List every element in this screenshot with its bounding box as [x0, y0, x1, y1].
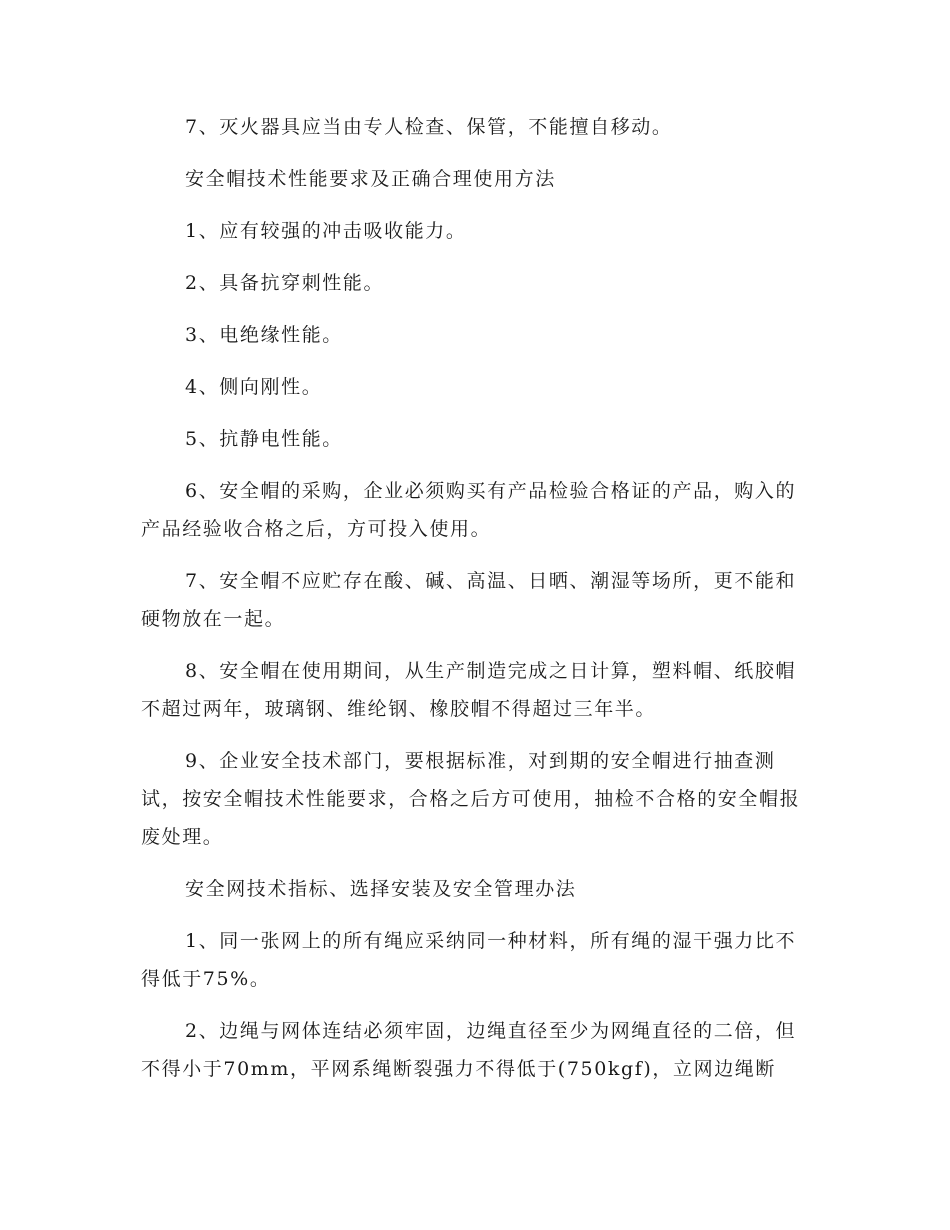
paragraph-helmet-1: 1、应有较强的冲击吸收能力。	[185, 220, 467, 242]
paragraph-net-2: 2、边绳与网体连结必须牢固，边绳直径至少为网绳直径的二倍，但不得小于70mm，平网系绳断裂强力不得低于(750kgf)，立网边绳断	[141, 1020, 797, 1080]
paragraph-helmet-3: 3、电绝缘性能。	[185, 324, 343, 346]
paragraph-helmet-7: 7、安全帽不应贮存在酸、碱、高温、日晒、潮湿等场所，更不能和硬物放在一起。	[141, 570, 797, 630]
paragraph-helmet-8: 8、安全帽在使用期间，从生产制造完成之日计算，塑料帽、纸胶帽不超过两年，玻璃钢、维纶钢、橡胶帽不得超过三年半。	[141, 660, 797, 720]
paragraph-net-1: 1、同一张网上的所有绳应采纳同一种材料，所有绳的湿干强力比不得低于75%。	[141, 930, 797, 990]
paragraph-helmet-4: 4、侧向刚性。	[185, 376, 323, 398]
heading-safety-net: 安全网技术指标、选择安装及安全管理办法	[185, 878, 577, 900]
heading-helmet-requirements: 安全帽技术性能要求及正确合理使用方法	[185, 168, 556, 190]
paragraph-helmet-2: 2、具备抗穿刺性能。	[185, 272, 385, 294]
paragraph-helmet-9: 9、企业安全技术部门，要根据标准，对到期的安全帽进行抽查测试，按安全帽技术性能要求，合格之后方可使用，抽检不合格的安全帽报废处理。	[141, 750, 801, 848]
paragraph-helmet-5: 5、抗静电性能。	[185, 428, 343, 450]
document-body	[141, 108, 811, 1102]
paragraph-fire-extinguisher: 7、灭火器具应当由专人检查、保管，不能擅自移动。	[185, 116, 673, 138]
paragraph-helmet-6: 6、安全帽的采购，企业必须购买有产品检验合格证的产品，购入的产品经验收合格之后，方可投入使用。	[141, 480, 797, 540]
